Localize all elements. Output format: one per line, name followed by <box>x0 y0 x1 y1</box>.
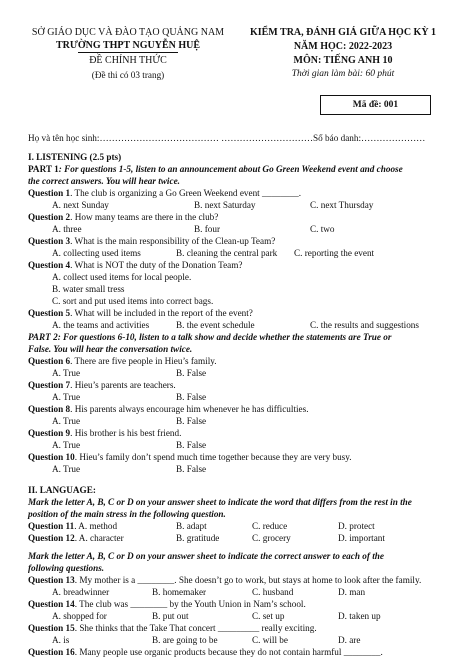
question-16: Question 16. Many people use organic products because they do not contain harmful ________. <box>28 647 383 657</box>
option-b: B. four <box>194 224 221 234</box>
option-c: C. set up <box>252 611 285 621</box>
part1-instruction-cont: the correct answers. You will hear twice. <box>28 176 180 186</box>
option-b: B. put out <box>152 611 189 621</box>
section-heading: II. LANGUAGE: <box>28 485 96 495</box>
option-a: A. True <box>52 368 81 378</box>
option-c: C. reporting the event <box>294 248 375 258</box>
option-d: D. important <box>338 533 385 543</box>
option-b: B. False <box>176 464 207 474</box>
question-3: Question 3. What is the main responsibility of the Clean-up Team? <box>28 236 276 246</box>
question-2: Question 2. How many teams are there in the club? <box>28 212 219 222</box>
option-a: A. is <box>52 635 70 645</box>
option-b: B. cleaning the central park <box>176 248 278 258</box>
page-count: (Đề thi có 03 trang) <box>91 70 165 80</box>
school-name: TRƯỜNG THPT NGUYỄN HUỆ <box>56 40 200 51</box>
option-c: C. husband <box>252 587 294 597</box>
option-c: C. reduce <box>252 521 288 531</box>
option-a: A. collecting used items <box>52 248 141 258</box>
option-a: A. next Sunday <box>52 200 109 210</box>
option-b: B. adapt <box>176 521 207 531</box>
option-b: B. gratitude <box>176 533 220 543</box>
option-b: B. False <box>176 440 207 450</box>
exam-code: Mã đề: 001 <box>320 95 431 115</box>
option-a: A. True <box>52 440 81 450</box>
question-10: Question 10. Hieu’s family don’t spend much time together because they are very busy. <box>28 452 352 462</box>
grammar-instruction: Mark the letter A, B, C or D on your answer sheet to indicate the correct answer to each of the <box>28 551 384 561</box>
option-a: A. True <box>52 392 81 402</box>
option-b: B. homemaker <box>152 587 207 597</box>
question-9: Question 9. His brother is his best friend. <box>28 428 182 438</box>
question-11: Question 11. A. method B. adapt C. reduce D. protect <box>28 521 375 531</box>
option-b: B. are going to be <box>152 635 218 645</box>
stress-instruction: Mark the letter A, B, C or D on your answer sheet to indicate the word that differs from the rest in the <box>28 497 412 507</box>
question-8: Question 8. His parents always encourage him whenever he has difficulties. <box>28 404 309 414</box>
option-b: B. False <box>176 392 207 402</box>
section-heading: I. LISTENING (2.5 pts) <box>28 152 122 162</box>
option-b: B. the event schedule <box>176 320 255 330</box>
option-a: A. collect used items for local people. <box>52 272 192 282</box>
department-name: SỞ GIÁO DỤC VÀ ĐÀO TẠO QUẢNG NAM <box>31 27 225 38</box>
question-15: Question 15. She thinks that the Take That concert _________ really exciting. <box>28 623 317 633</box>
part1-instruction: PART 1: For questions 1-5, listen to an announcement about Go Green Weekend event and choose <box>28 164 403 174</box>
student-fields: Họ và tên học sinh:………………………………… …………………………Số báo danh:………………… <box>28 133 426 143</box>
option-a: A. breadwinner <box>52 587 110 597</box>
header-right <box>228 26 458 81</box>
question-1: Question 1. The club is organizing a Go Green Weekend event ________. <box>28 188 302 198</box>
option-c: C. will be <box>252 635 288 645</box>
part2-instruction: PART 2: For questions 6-10, listen to a talk show and decide whether the statements are True or <box>28 332 392 342</box>
question-14: Question 14. The club was ________ by the Youth Union in Nam’s school. <box>28 599 306 609</box>
option-b: B. False <box>176 368 207 378</box>
option-a: A. shopped for <box>52 611 107 621</box>
question-12: Question 12. A. character B. gratitude C. grocery D. important <box>28 533 385 543</box>
time-allowed: Thời gian làm bài: 60 phút <box>291 69 395 79</box>
question-7: Question 7. Hieu’s parents are teachers. <box>28 380 176 390</box>
option-b: B. next Saturday <box>194 200 256 210</box>
official-label: ĐỀ CHÍNH THỨC <box>89 55 167 66</box>
question-6: Question 6. There are five people in Hieu’s family. <box>28 356 217 366</box>
header-left <box>28 26 228 81</box>
question-5: Question 5. What will be included in the report of the event? <box>28 308 253 318</box>
option-d: D. are <box>338 635 361 645</box>
option-c: C. the results and suggestions <box>310 320 419 330</box>
option-c: C. two <box>310 224 335 234</box>
option-c: C. grocery <box>252 533 291 543</box>
option-d: D. man <box>338 587 366 597</box>
exam-title: KIỂM TRA, ĐÁNH GIÁ GIỮA HỌC KỲ 1 <box>249 27 437 38</box>
option-c: C. next Thursday <box>310 200 374 210</box>
option-b: B. water small tress <box>52 284 125 294</box>
option-b: B. False <box>176 416 207 426</box>
stress-instruction-cont: position of the main stress in the following question. <box>28 509 226 519</box>
option-a: A. three <box>52 224 82 234</box>
question-13: Question 13. My mother is a ________. She doesn’t go to work, but stays at home to look after the family. <box>28 575 422 585</box>
subject: MÔN: TIẾNG ANH 10 <box>293 55 393 66</box>
grammar-instruction-cont: following questions. <box>28 563 105 573</box>
question-4: Question 4. What is NOT the duty of the Donation Team? <box>28 260 243 270</box>
option-d: D. taken up <box>338 611 381 621</box>
option-a: A. True <box>52 464 81 474</box>
option-d: D. protect <box>338 521 375 531</box>
school-year: NĂM HỌC: 2022-2023 <box>293 41 393 52</box>
part2-instruction-cont: False. You will hear the conversation twice. <box>28 344 193 354</box>
option-a: A. True <box>52 416 81 426</box>
option-c: C. sort and put used items into correct bags. <box>52 296 214 306</box>
option-a: A. the teams and activities <box>52 320 150 330</box>
